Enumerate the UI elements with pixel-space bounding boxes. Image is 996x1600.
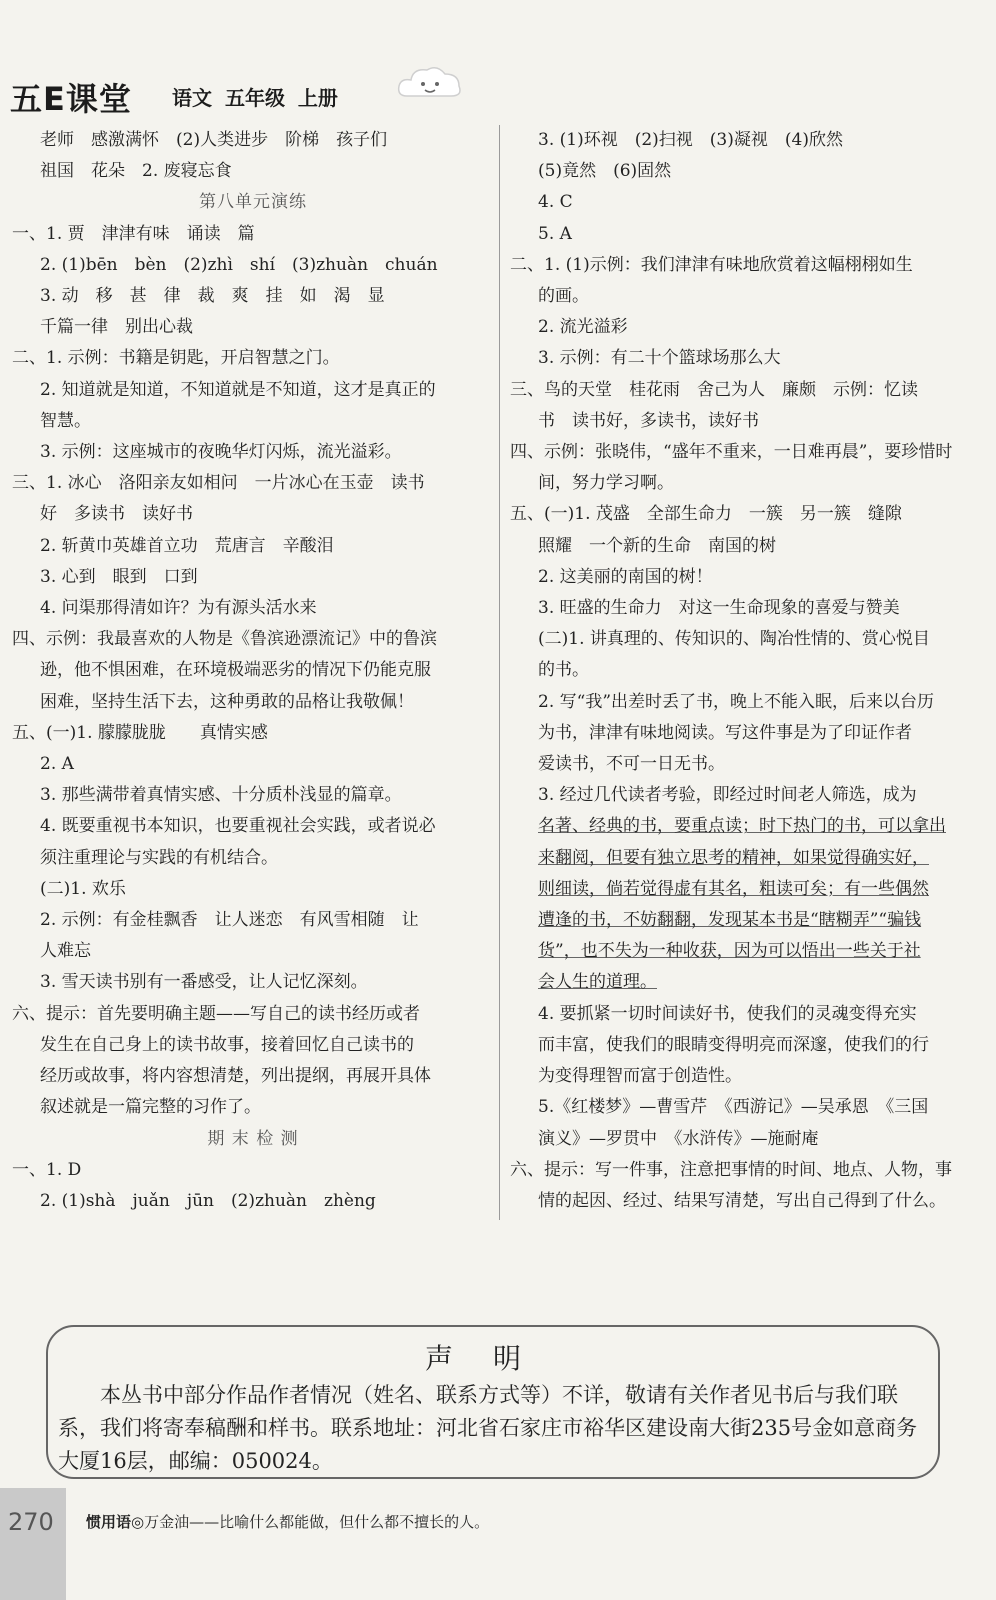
column-divider [499,125,500,1220]
answers-left-column [12,125,494,1217]
right-answer-line: 情的起因、经过、结果写清楚，写出自己得到了什么。 [538,1190,946,1211]
left-answer-line: 四、示例：我最喜欢的人物是《鲁滨逊漂流记》中的鲁滨 [12,629,437,650]
right-answer-line: 为书，津津有味地阅读。写这件事是为了印证作者 [538,722,912,743]
left-answer-line: 叙述就是一篇完整的习作了。 [40,1097,261,1118]
left-answer-line: 期 末 检 测 [207,1128,299,1149]
left-answer-line: 2. (1)bēn bèn (2)zhì shí (3)zhuàn chuán [40,254,438,275]
left-answer-line: 3. 雪天读书别有一番感受，让人记忆深刻。 [40,972,368,993]
left-answer-line: 2. 斩黄巾英雄首立功 荒唐言 辛酸泪 [40,535,334,556]
left-answer-line: 三、1. 冰心 洛阳亲友如相问 一片冰心在玉壶 读书 [12,473,425,494]
right-answer-line: 则细读，倘若觉得虚有其名，粗读可矣；有一些偶然 [538,878,929,899]
left-answer-line: 困难，坚持生活下去，这种勇敢的品格让我敬佩！ [40,691,414,712]
right-answer-line: (5)竟然 (6)固然 [538,161,672,182]
idiom-text: ◎万金油——比喻什么都能做，但什么都不擅长的人。 [131,1513,490,1531]
left-answer-line: 须注重理论与实践的有机结合。 [40,847,278,868]
right-answer-line: 4. C [538,192,573,213]
left-answer-line: (二)1. 欢乐 [40,878,126,899]
right-answer-line: 演义》—罗贯中 《水浒传》—施耐庵 [538,1128,819,1149]
left-answer-line: 祖国 花朵 2. 废寝忘食 [40,161,232,182]
page-number-tab [0,1488,66,1600]
right-answer-line: 会人生的道理。 [538,972,657,993]
right-answer-line: 名著、经典的书，要重点读；时下热门的书，可以拿出 [538,816,946,837]
right-answer-line: 5.《红楼梦》—曹雪芹 《西游记》—吴承恩 《三国 [538,1097,929,1118]
notice-box [46,1325,940,1479]
right-answer-line: 2. 写“我”出差时丢了书，晚上不能入眠，后来以台历 [538,691,935,712]
left-answer-line: 逊，他不惧困难，在环境极端恶劣的情况下仍能克服 [40,660,431,681]
left-answer-line: 2. 知道就是知道，不知道就是不知道，这才是真正的 [40,379,436,400]
left-answer-line: 五、(一)1. 朦朦胧胧 真情实感 [12,722,268,743]
left-answer-line: 第八单元演练 [199,192,307,213]
left-answer-line: 智慧。 [40,410,91,431]
left-answer-line: 3. 心到 眼到 口到 [40,566,198,587]
left-answer-line: 老师 感激满怀 (2)人类进步 阶梯 孩子们 [40,130,388,150]
right-answer-line: 五、(一)1. 茂盛 全部生命力 一簇 另一簇 缝隙 [510,504,902,525]
right-answer-line: 间，努力学习啊。 [538,473,674,494]
right-answer-line: 3. 旺盛的生命力 对这一生命现象的喜爱与赞美 [538,598,900,619]
notice-title: 声明 [424,1342,561,1375]
right-answer-line: 货”，也不失为一种收获，因为可以悟出一些关于社 [538,941,921,962]
left-answer-line: 4. 既要重视书本知识，也要重视社会实践，或者说必 [40,816,436,837]
cloud-icon [395,62,465,104]
right-answer-line: 3. 经过几代读者考验，即经过时间老人筛选，成为 [538,785,917,806]
left-answer-line: 2. 示例：有金桂飘香 让人迷恋 有风雪相随 让 [40,910,419,931]
left-answer-line: 六、提示：首先要明确主题——写自己的读书经历或者 [12,1003,420,1024]
notice-body [58,1379,928,1478]
left-answer-line: 2. A [40,754,74,775]
right-answer-line: 3. 示例：有二十个篮球场那么大 [538,348,781,369]
right-answer-line: 4. 要抓紧一切时间读好书，使我们的灵魂变得充实 [538,1003,917,1024]
left-answer-line: 3. 示例：这座城市的夜晚华灯闪烁，流光溢彩。 [40,442,402,463]
brand-title: 五E课堂 [10,80,132,118]
left-answer-line: 3. 那些满带着真情实感、十分质朴浅显的篇章。 [40,785,402,806]
right-answer-line: 而丰富，使我们的眼睛变得明亮而深邃，使我们的行 [538,1034,929,1055]
page-header [0,62,996,120]
answers-right-column [510,125,990,1217]
idiom-label: 惯用语 [86,1513,132,1531]
right-answer-line: (二)1. 讲真理的、传知识的、陶冶性情的、赏心悦目 [538,629,930,650]
right-answer-line: 2. 这美丽的南国的树！ [538,566,713,587]
left-answer-line: 2. (1)shà juǎn jūn (2)zhuàn zhèng [40,1190,376,1211]
right-answer-line: 三、鸟的天堂 桂花雨 舍己为人 廉颇 示例：忆读 [510,379,918,400]
left-answer-line: 经历或故事，将内容想清楚，列出提纲，再展开具体 [40,1066,431,1087]
left-answer-line: 千篇一律 别出心裁 [40,317,193,338]
right-answer-line: 二、1. (1)示例：我们津津有味地欣赏着这幅栩栩如生 [510,254,913,275]
page-footer [0,1488,996,1548]
left-answer-line: 一、1. 贾 津津有味 诵读 篇 [12,223,255,244]
right-answer-line: 2. 流光溢彩 [538,317,628,338]
right-answer-line: 的画。 [538,286,589,307]
subject-label: 语文 五年级 上册 [172,86,338,110]
left-answer-line: 3. 动 移 甚 律 裁 爽 挂 如 渴 显 [40,286,385,307]
idiom-note [86,1511,489,1532]
right-answer-line: 四、示例：张晓伟，“盛年不重来，一日难再晨”，要珍惜时 [510,442,953,463]
right-answer-line: 六、提示：写一件事，注意把事情的时间、地点、人物，事 [510,1159,952,1180]
right-answer-line: 书 读书好，多读书，读好书 [538,410,759,431]
right-answer-line: 为变得理智而富于创造性。 [538,1066,742,1087]
right-answer-line: 的书。 [538,660,589,681]
right-answer-line: 爱读书，不可一日无书。 [538,754,725,775]
notice-text: 本丛书中部分作品作者情况（姓名、联系方式等）不详，敬请有关作者见书后与我们联系，我们将寄奉稿酬和样书。联系地址：河北省石家庄市裕华区建设南大街235号金如意商务大厦16层，邮编：050024。 [58,1383,918,1473]
right-answer-line: 来翻阅，但要有独立思考的精神，如果觉得确实好， [538,847,929,868]
left-answer-line: 发生在自己身上的读书故事，接着回忆自己读书的 [40,1034,414,1055]
right-answer-line: 3. (1)环视 (2)扫视 (3)凝视 (4)欣然 [538,130,843,150]
left-answer-line: 好 多读书 读好书 [40,504,193,525]
left-answer-line: 一、1. D [12,1159,82,1180]
right-answer-line: 5. A [538,223,572,244]
left-answer-line: 人难忘 [40,941,91,962]
page-number: 270 [8,1508,54,1536]
right-answer-line: 遭逢的书，不妨翻翻，发现某本书是“瞎糊弄”“骗钱 [538,910,922,931]
left-answer-line: 二、1. 示例：书籍是钥匙，开启智慧之门。 [12,348,340,369]
left-answer-line: 4. 问渠那得清如许？为有源头活水来 [40,598,317,619]
right-answer-line: 照耀 一个新的生命 南国的树 [538,535,776,556]
